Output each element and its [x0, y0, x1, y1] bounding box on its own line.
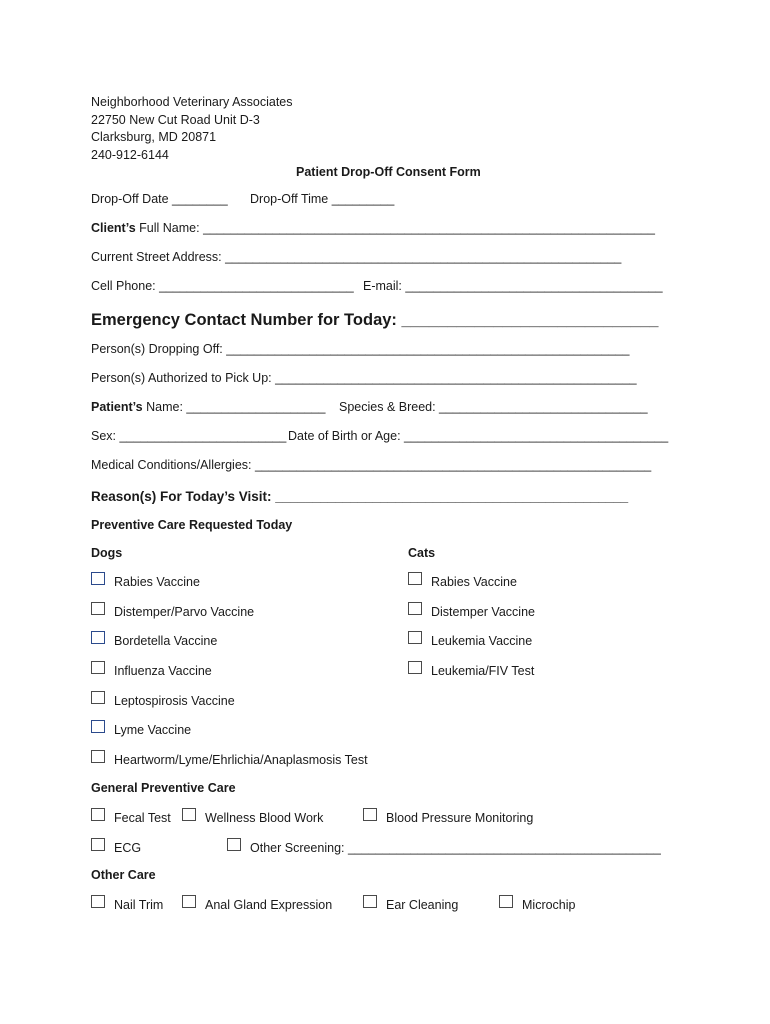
- dog-bordetella-label: Bordetella Vaccine: [114, 634, 218, 648]
- form-title: Patient Drop-Off Consent Form: [296, 165, 481, 179]
- nail-trim-label: Nail Trim: [114, 898, 164, 912]
- blood-pressure-label: Blood Pressure Monitoring: [386, 811, 534, 825]
- anal-gland-label: Anal Gland Expression: [205, 898, 333, 912]
- dog-leptospirosis-checkbox[interactable]: [91, 691, 105, 704]
- ear-cleaning-checkbox[interactable]: [363, 895, 377, 908]
- client-name-field[interactable]: [91, 221, 655, 236]
- preventive-care-heading: Preventive Care Requested Today: [91, 518, 293, 532]
- cat-leukemia-vaccine-checkbox[interactable]: [408, 631, 422, 644]
- cell-phone-field[interactable]: Cell Phone: ____________________________: [91, 279, 354, 293]
- microchip-checkbox[interactable]: [499, 895, 513, 908]
- anal-gland-checkbox[interactable]: [182, 895, 196, 908]
- clinic-address-block: [91, 94, 293, 164]
- nail-trim-checkbox[interactable]: [91, 895, 105, 908]
- cat-leukemia-fiv-label: Leukemia/FIV Test: [431, 664, 535, 678]
- dog-influenza-checkbox[interactable]: [91, 661, 105, 674]
- sex-field[interactable]: Sex: ________________________: [91, 429, 287, 443]
- patient-label-bold: Patient’s: [91, 400, 143, 414]
- dog-rabies-checkbox[interactable]: [91, 572, 105, 585]
- email-field[interactable]: E-mail: _____________________________________: [363, 279, 663, 293]
- dog-heartworm-test-checkbox[interactable]: [91, 750, 105, 763]
- cat-rabies-label: Rabies Vaccine: [431, 575, 517, 589]
- dropoff-date-field[interactable]: Drop-Off Date ________: [91, 192, 228, 206]
- fecal-test-checkbox[interactable]: [91, 808, 105, 821]
- client-label-bold: Client’s: [91, 221, 136, 235]
- dropoff-time-field[interactable]: Drop-Off Time _________: [250, 192, 395, 206]
- client-label-rest: Full Name: _________________________________________________________________: [135, 221, 655, 235]
- dog-distemper-parvo-checkbox[interactable]: [91, 602, 105, 615]
- other-care-heading: Other Care: [91, 868, 156, 882]
- cat-leukemia-fiv-checkbox[interactable]: [408, 661, 422, 674]
- dog-bordetella-checkbox[interactable]: [91, 631, 105, 644]
- microchip-label: Microchip: [522, 898, 576, 912]
- pick-up-field[interactable]: Person(s) Authorized to Pick Up: ____________________________________________________: [91, 371, 637, 385]
- cat-distemper-checkbox[interactable]: [408, 602, 422, 615]
- wellness-blood-work-label: Wellness Blood Work: [205, 811, 324, 825]
- dob-field[interactable]: Date of Birth or Age: ______________________________________: [288, 429, 669, 443]
- cat-leukemia-vaccine-label: Leukemia Vaccine: [431, 634, 533, 648]
- dropping-off-field[interactable]: Person(s) Dropping Off: __________________________________________________________: [91, 342, 630, 356]
- medical-conditions-field[interactable]: Medical Conditions/Allergies: _________________________________________________________: [91, 458, 652, 472]
- cat-rabies-checkbox[interactable]: [408, 572, 422, 585]
- fecal-test-label: Fecal Test: [114, 811, 171, 825]
- street-address-field[interactable]: Current Street Address: _________________________________________________________: [91, 250, 622, 264]
- patient-name-field[interactable]: [91, 400, 325, 415]
- blood-pressure-checkbox[interactable]: [363, 808, 377, 821]
- dog-lyme-label: Lyme Vaccine: [114, 723, 192, 737]
- dogs-heading: Dogs: [91, 546, 123, 560]
- clinic-street: 22750 New Cut Road Unit D-3: [91, 112, 260, 127]
- ecg-label: ECG: [114, 841, 142, 855]
- cat-distemper-label: Distemper Vaccine: [431, 605, 535, 619]
- clinic-city: Clarksburg, MD 20871: [91, 130, 217, 144]
- clinic-phone: 240-912-6144: [91, 147, 169, 162]
- dog-lyme-checkbox[interactable]: [91, 720, 105, 733]
- patient-label-rest: Name: ____________________: [142, 400, 326, 414]
- ear-cleaning-label: Ear Cleaning: [386, 898, 459, 912]
- wellness-blood-work-checkbox[interactable]: [182, 808, 196, 821]
- dog-heartworm-test-label: Heartworm/Lyme/Ehrlichia/Anaplasmosis Test: [114, 753, 368, 767]
- clinic-name: Neighborhood Veterinary Associates: [91, 95, 293, 109]
- dog-distemper-parvo-label: Distemper/Parvo Vaccine: [114, 605, 255, 619]
- cats-heading: Cats: [408, 546, 436, 560]
- general-preventive-heading: General Preventive Care: [91, 781, 236, 795]
- emergency-contact-field[interactable]: Emergency Contact Number for Today: ____________________________: [91, 311, 659, 329]
- dog-leptospirosis-label: Leptospirosis Vaccine: [114, 694, 235, 708]
- ecg-checkbox[interactable]: [91, 838, 105, 851]
- reason-for-visit-field[interactable]: Reason(s) For Today’s Visit: _______________________________________________: [91, 489, 629, 504]
- dog-influenza-label: Influenza Vaccine: [114, 664, 212, 678]
- dog-rabies-label: Rabies Vaccine: [114, 575, 200, 589]
- other-screening-field[interactable]: Other Screening: _____________________________________________: [250, 841, 661, 855]
- other-screening-checkbox[interactable]: [227, 838, 241, 851]
- species-breed-field[interactable]: Species & Breed: ______________________________: [339, 400, 648, 414]
